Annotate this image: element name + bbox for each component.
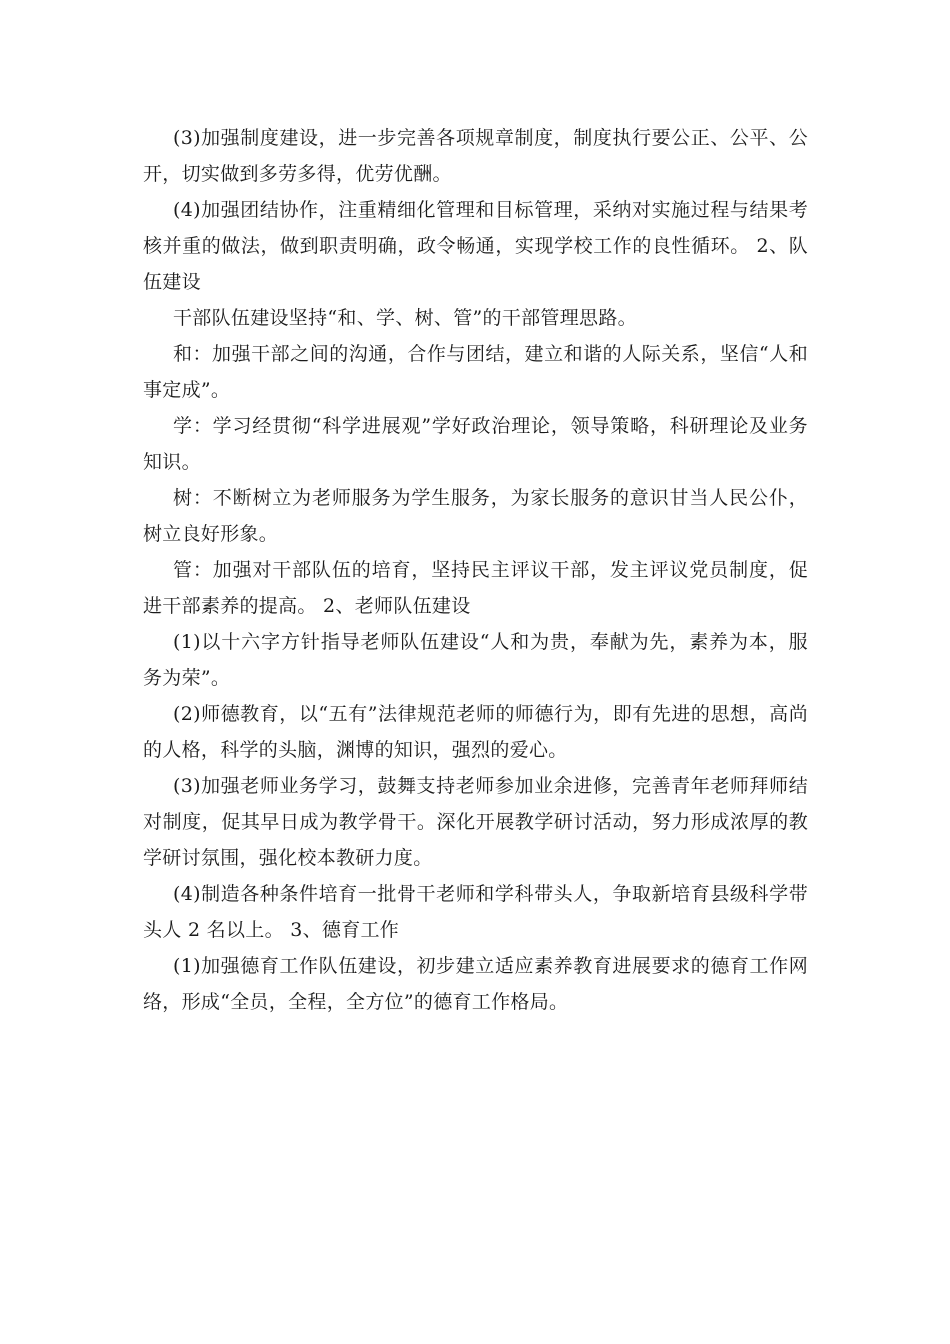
paragraph-harmony: 和：加强干部之间的沟通，合作与团结，建立和谐的人际关系，坚信“人和事定成”。 xyxy=(143,343,808,401)
document-body xyxy=(143,120,808,1020)
paragraph-team-coordination: (4)加强团结协作，注重精细化管理和目标管理，采纳对实施过程与结果考核并重的做法，做到职责明确，政令畅通，实现学校工作的良性循环。 2、队伍建设 xyxy=(143,199,808,293)
paragraph-cadre-team-intro: 干部队伍建设坚持“和、学、树、管”的干部管理思路。 xyxy=(173,307,637,329)
paragraph-teacher-ethics: (2)师德教育，以“五有”法律规范老师的师德行为，即有先进的思想，高尚的人格，科学的头脑，渊博的知识，强烈的爱心。 xyxy=(143,703,808,761)
paragraph-learning: 学：学习经贯彻“科学进展观”学好政治理论，领导策略，科研理论及业务知识。 xyxy=(143,415,808,473)
paragraph-manage: 管：加强对干部队伍的培育，坚持民主评议干部，发主评议党员制度，促进干部素养的提高。 2、老师队伍建设 xyxy=(143,559,808,617)
paragraph-moral-education-team: (1)加强德育工作队伍建设，初步建立适应素养教育进展要求的德育工作网络，形成“全员，全程，全方位”的德育工作格局。 xyxy=(143,955,808,1013)
paragraph-institution-building: (3)加强制度建设，进一步完善各项规章制度，制度执行要公正、公平、公开，切实做到多劳多得，优劳优酬。 xyxy=(143,127,808,185)
paragraph-backbone-teachers: (4)制造各种条件培育一批骨干老师和学科带头人，争取新培育县级科学带头人 2 名以上。 3、德育工作 xyxy=(143,883,808,941)
paragraph-teacher-study: (3)加强老师业务学习，鼓舞支持老师参加业余进修，完善青年老师拜师结对制度，促其早日成为教学骨干。深化开展教学研讨活动，努力形成浓厚的教学研讨氛围，强化校本教研力度。 xyxy=(143,775,808,869)
paragraph-establish: 树：不断树立为老师服务为学生服务，为家长服务的意识甘当人民公仆，树立良好形象。 xyxy=(143,487,808,545)
paragraph-teacher-guideline: (1)以十六字方针指导老师队伍建设“人和为贵，奉献为先，素养为本，服务为荣”。 xyxy=(143,631,808,689)
